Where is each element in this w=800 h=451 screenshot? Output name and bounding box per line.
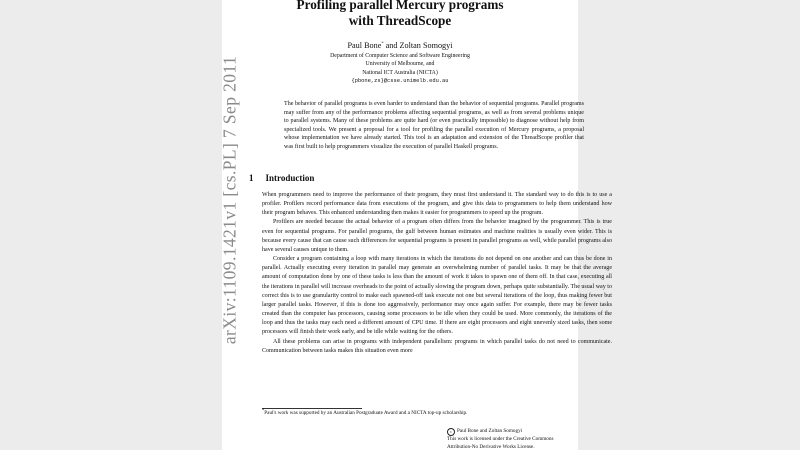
paragraph: When programmers need to improve the performance of their program, they must first understand it. The standard way to do this is to use a profiler. Profilers record performance data from executions of the program, and give this data to programmers to help them understand how their program behaves. This enhanced understanding then makes it easier for programmers to speed up the program.: [262, 192, 612, 217]
title-line-2: with ThreadScope: [348, 13, 452, 28]
affiliation-block: [222, 52, 578, 77]
license-line: This work is licensed under the Creative Commons: [447, 436, 554, 442]
paper-title: [222, 0, 578, 29]
license-line: Attribution-No Derivative Works License.: [447, 443, 535, 450]
footnote-text: Paul's work was supported by an Australian Postgraduate Award and a NICTA top-up scholarship.: [264, 410, 468, 416]
section-heading: [249, 173, 314, 183]
footnote-divider: [262, 408, 362, 409]
author-separator: and: [383, 41, 400, 50]
author-email: {pbone,zs}@csse.unimelb.edu.au: [351, 78, 449, 84]
section-title: Introduction: [265, 173, 315, 183]
affiliation-line: National ICT Australia (NICTA): [362, 69, 438, 76]
arxiv-identifier-stamp: arXiv:1109.1421v1 [cs.PL] 7 Sep 2011: [219, 55, 240, 345]
title-line-1: Profiling parallel Mercury programs: [296, 0, 504, 12]
affiliation-line: University of Melbourne, and: [365, 61, 435, 68]
paragraph: All these problems can arise in programs with independent parallelism: programs in which parallel tasks do not need to communicate. Communication between tasks makes this situation even more: [262, 338, 612, 354]
footnote: [262, 407, 582, 417]
author-name: Zoltan Somogyi: [399, 41, 453, 50]
paragraph: Profilers are needed because the actual behavior of a program often differs from the behavior imagined by the programmer. This is true even for sequential programs. For parallel programs, the gulf between human estimates and machine realities is usually even wider. This is because every cause that can cause such differences for sequential programs is present in parallel programs as well, while parallel programs also have several causes unique to them.: [262, 219, 612, 253]
affiliation-line: Department of Computer Science and Software Engineering: [330, 53, 470, 59]
author-name: Paul Bone: [347, 41, 382, 50]
author-footnote-mark: *: [381, 40, 384, 46]
paper-page: [219, 0, 612, 450]
author-list: [222, 41, 578, 50]
body-text: [262, 191, 612, 356]
footnote-mark: *: [262, 407, 265, 413]
abstract: The behavior of parallel programs is even harder to understand than the behavior of sequential programs. Parallel programs may suffer from any of the performance problems affecting sequential programs, as well as from several problems unique to parallel systems. Many of these problems are quite hard (or even practically impossible) to diagnose without help from specialized tools. We present a proposal for a tool for profiling the parallel execution of Mercury programs, a proposal whose implementation we have already started. This tool is an adaptation and extension of the ThreadScope profiler that was first built to help programmers visualize the execution of parallel Haskell programs.: [284, 101, 584, 150]
section-number: 1: [249, 173, 254, 183]
copyright-icon: c: [447, 428, 455, 436]
license-block: [447, 428, 587, 451]
license-line: Paul Bone and Zoltan Somogyi: [457, 428, 523, 434]
viewer-margin-left: [0, 0, 222, 450]
paragraph: Consider a program containing a loop with many iterations in which the iterations do not depend on one another and can thus be done in parallel. Actually executing every iteration in parallel may generate an overwhelming number of parallel tasks. It may be that the average amount of computation done by one of these tasks is less than the amount of work it takes to spawn one of them off. In that case, executing all the iterations in parallel will increase overheads to the point of actually slowing the program down, perhaps quite substantially. The usual way to correct this is to use granularity control to make each spawned-off task execute not one but several iterations of the loop, thus making fewer but larger parallel tasks. However, if this is done too aggressively, performance may once again suffer. For example, there may be fewer tasks created than the computer has processors, causing some processors to be idle when they could be used. More commonly, the iterations of the loop and thus the tasks may each need a different amount of CPU time. If there are eight processors and eight unevenly sized tasks, then some processors will finish their work early, and be idle while waiting for the others.: [262, 256, 612, 336]
